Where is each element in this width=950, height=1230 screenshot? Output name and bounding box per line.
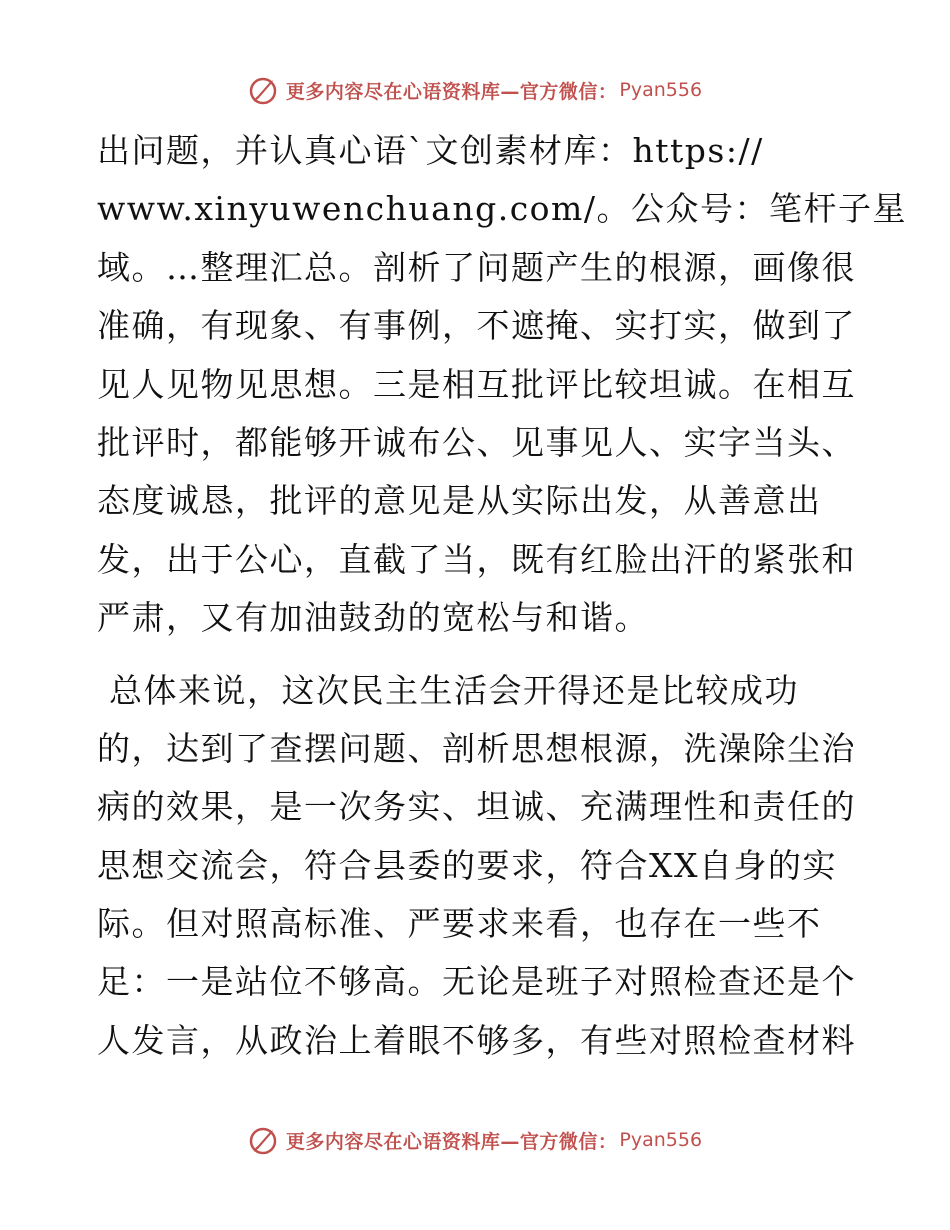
- quill-logo-icon: [248, 74, 280, 106]
- text-line: 准确，有现象、有事例，不遮掩、实打实，做到了: [97, 306, 856, 346]
- header-banner: [0, 70, 950, 110]
- text-line: 严肃，又有加油鼓劲的宽松与和谐。: [97, 598, 649, 638]
- header-wechat-id: Pyan556: [619, 79, 703, 101]
- text-line: 总体来说，这次民主生活会开得还是比较成功: [97, 670, 799, 710]
- text-line: 发，出于公心，直截了当，既有红脸出汗的紧张和: [97, 539, 856, 579]
- text-line: 人发言，从政治上着眼不够多，有些对照检查材料: [97, 1020, 856, 1060]
- document-body: [97, 122, 907, 1070]
- footer-banner-text: 更多内容尽在心语资料库—官方微信：: [285, 1130, 618, 1153]
- paragraph-2: [97, 662, 857, 1071]
- footer-wechat-id: Pyan556: [619, 1129, 703, 1151]
- text-line: 批评时，都能够开诚布公、见事见人、实字当头、: [97, 422, 856, 462]
- footer-banner: [0, 1120, 950, 1160]
- paragraph-spacer: [97, 648, 857, 662]
- text-line: 病的效果，是一次务实、坦诚、充满理性和责任的: [97, 787, 856, 827]
- text-line: 思想交流会，符合县委的要求，符合XX自身的实: [97, 845, 837, 885]
- header-banner-text: 更多内容尽在心语资料库—官方微信：: [285, 80, 618, 103]
- text-line: 足：一是站位不够高。无论是班子对照检查还是个: [97, 962, 856, 1002]
- paragraph-1: [97, 122, 907, 648]
- text-line: 的，达到了查摆问题、剖析思想根源，洗澡除尘治: [97, 728, 856, 768]
- text-line: 见人见物见思想。三是相互批评比较坦诚。在相互: [97, 364, 856, 404]
- text-line: www.xinyuwenchuang.com/。公众号：笔杆子星: [97, 189, 907, 229]
- text-line: 际。但对照高标准、严要求来看，也存在一些不: [97, 904, 822, 944]
- text-line: 域。…整理汇总。剖析了问题产生的根源，画像很: [97, 247, 856, 287]
- quill-logo-icon: [248, 1124, 280, 1156]
- text-line: 态度诚恳，批评的意见是从实际出发，从善意出: [97, 481, 822, 521]
- text-line: 出问题，并认真心语`文创素材库：https://: [97, 131, 764, 170]
